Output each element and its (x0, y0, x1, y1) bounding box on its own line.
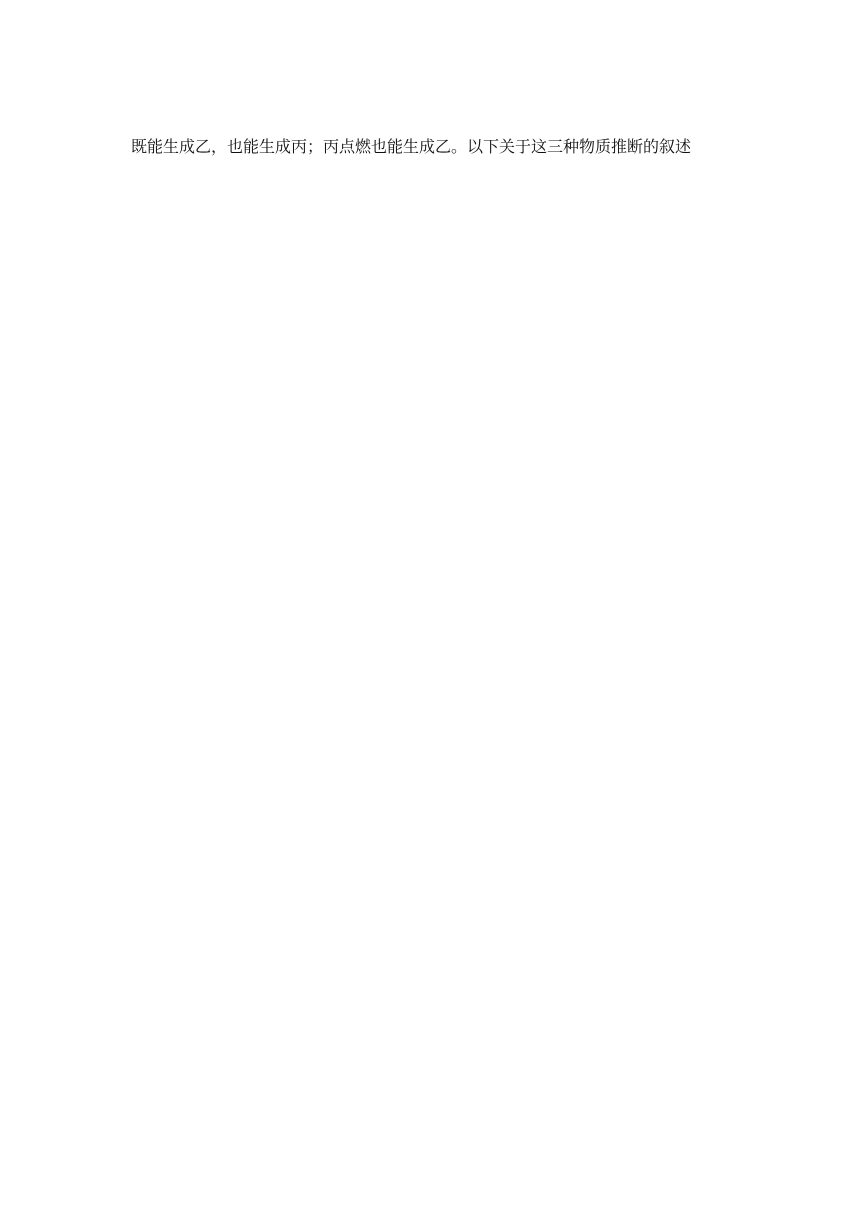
q6-stem-line1: 既能生成乙，也能生成丙；丙点燃也能生成乙。以下关于这三种物质推断的叙述 (131, 137, 692, 156)
